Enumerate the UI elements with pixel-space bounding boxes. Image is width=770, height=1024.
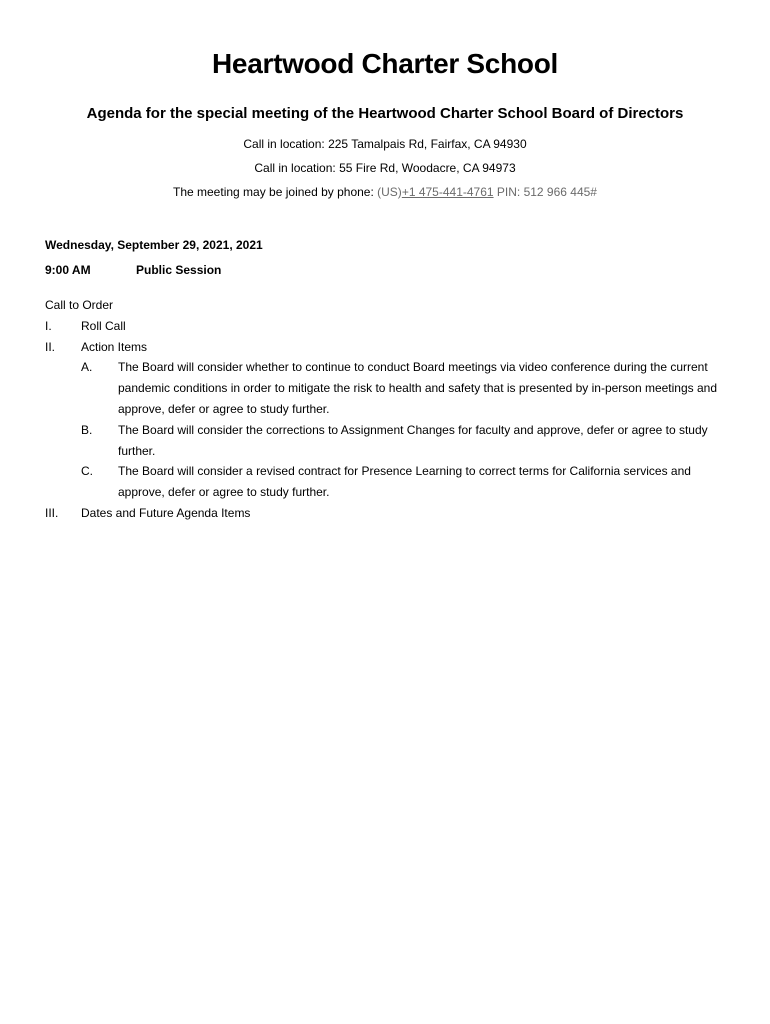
agenda-item-number: III. [45,505,59,520]
agenda-sub-item [45,461,735,503]
agenda-item-number: I. [45,318,52,333]
document-title: Heartwood Charter School [212,48,558,79]
agenda-sub-item-letter: A. [81,360,93,375]
agenda-sub-item-text: The Board will consider the corrections to Assignment Changes for faculty and approve, defer or agree to study further. [118,422,708,458]
phone-region: (US) [377,185,402,199]
session-time: 9:00 AM [45,263,91,277]
agenda-sub-item [45,420,735,462]
agenda-sub-item-text: The Board will consider a revised contract for Presence Learning to correct terms for California services and approve, defer or agree to study further. [118,464,691,500]
call-to-order: Call to Order [45,298,114,312]
session-line [45,263,221,277]
agenda-sub-item-letter: B. [81,422,93,437]
agenda-item [45,503,735,524]
agenda-item [45,316,735,337]
phone-join-line [0,185,770,199]
agenda-item [45,337,735,358]
agenda-sub-item-letter: C. [81,464,93,479]
agenda-sub-item [45,357,735,419]
agenda-item-text: Action Items [81,339,148,354]
agenda-sub-item-text: The Board will consider whether to continue to conduct Board meetings via video conference during the current pandemic conditions in order to mitigate the risk to health and safety that is presented by in-person meetings and approve, defer or agree to study further. [118,360,718,416]
meeting-date: Wednesday, September 29, 2021, 2021 [45,238,263,252]
phone-prefix: The meeting may be joined by phone: [173,185,378,199]
agenda-item-number: II. [45,339,56,354]
agenda-list [45,295,735,524]
agenda-item-text: Dates and Future Agenda Items [81,505,251,520]
agenda-item-text: Roll Call [81,318,126,333]
session-name: Public Session [136,263,222,277]
phone-pin: PIN: 512 966 445# [493,185,597,199]
document-subtitle: Agenda for the special meeting of the Heartwood Charter School Board of Directors [86,105,684,122]
phone-number-link[interactable]: +1 475-441-4761 [401,185,494,199]
call-in-location-1: Call in location: 225 Tamalpais Rd, Fairfax, CA 94930 [243,137,527,151]
call-in-location-2: Call in location: 55 Fire Rd, Woodacre, CA 94973 [254,161,516,175]
